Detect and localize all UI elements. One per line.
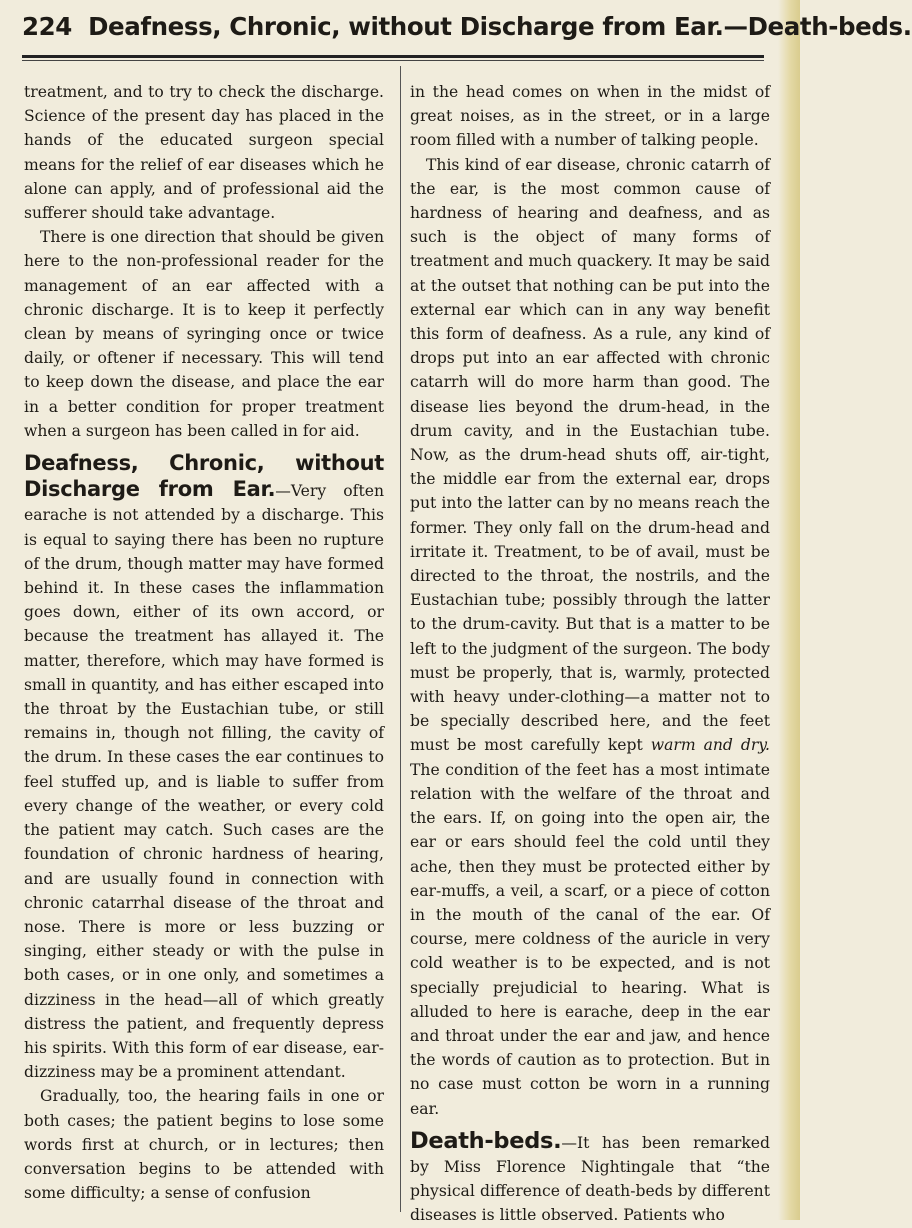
section-paragraph bbox=[24, 451, 384, 1084]
section-heading-deafness: Deafness, Chronic, without Discharge from Ear. bbox=[24, 451, 384, 502]
column-divider bbox=[400, 66, 401, 1212]
paragraph-text: —It has been remarked by Miss Florence Nightingale that “the physical difference of death-beds by different diseases is little observed. Patients who bbox=[410, 1133, 770, 1225]
paragraph: There is one direction that should be given here to the non-professional reader for the management of an ear affected with a chronic discharge. It is to keep it perfectly clean by means of syringing once or twice daily, or oftener if necessary. This will tend to keep down the disease, and place the ear in a better condition for proper treatment when a surgeon has been called in for aid. bbox=[24, 228, 384, 440]
paragraph: Gradually, too, the hearing fails in one or both cases; the patient begins to lose some words first at church, or in lectures; then conversation begins to be attended with some difficulty; a sense of confusion bbox=[24, 1087, 384, 1203]
paragraph-text: This kind of ear disease, chronic catarrh of the ear, is the most common cause of hardness of hearing and deafness, and as such is the object of many forms of treatment and much quackery. It may be said at the outset that nothing can be put into the external ear which can in any way benefit this form of deafness. As a rule, any kind of drops put into an ear affected with chronic catarrh will do more harm than good. The disease lies beyond the drum-head, in the drum cavity, and in the Eustachian tube. Now, as the drum-head shuts off, air-tight, the middle ear from the external ear, drops put into the latter can by no means reach the former. They only fall on the drum-head and irritate it. Treatment, to be of avail, must be directed to the throat, the nostrils, and the Eustachian tube; possibly through the latter to the drum-cavity. But that is a matter to be left to the judgment of the surgeon. The body must be properly, that is, warmly, protected with heavy under-clothing—a matter not to be specially described here, and the feet must be most carefully kept bbox=[410, 155, 770, 755]
header-rule bbox=[22, 55, 764, 61]
running-title: Deafness, Chronic, without Discharge from Ear.—Death-beds. bbox=[88, 12, 912, 41]
page-edge bbox=[778, 0, 800, 1220]
right-column bbox=[410, 80, 770, 1228]
paragraph bbox=[410, 153, 770, 1121]
paragraph-text: —Very often earache is not attended by a discharge. This is equal to saying there has been no rupture of the drum, though matter may have formed behind it. In these cases the inflammation goes down, either of its own accord, or because the treatment has allayed it. The matter, therefore, which may have formed is small in quantity, and has either escaped into the throat by the Eustachian tube, or still remains in, though not filling, the cavity of the drum. In these cases the ear continues to feel stuffed up, and is liable to suffer from every change of the weather, or every cold the patient may catch. Such cases are the foundation of chronic hardness of hearing, and are usually found in connection with chronic catarrhal disease of the throat and nose. There is more or less buzzing or singing, either steady or with the pulse in both cases, or in one only, and sometimes a dizziness in the head—all of which greatly distress the patient, and frequently depress his spirits. With this form of ear disease, ear-dizziness may be a prominent attendant. bbox=[24, 482, 384, 1082]
paragraph: in the head comes on when in the midst of great noises, as in the street, or in a large room filled with a number of talking people. bbox=[410, 83, 770, 150]
paragraph-text: The condition of the feet has a most intimate relation with the welfare of the throat and the ears. If, on going into the open air, the ear or ears should feel the cold until they ache, then they must be protected either by ear-muffs, a veil, a scarf, or a piece of cotton in the mouth of the canal of the ear. Of course, mere coldness of the auricle in very cold weather is to be expected, and is not specially prejudicial to hearing. What is alluded to here is earache, deep in the ear and throat under the ear and jaw, and hence the words of caution as to protection. But in no case must cotton be worn in a running ear. bbox=[410, 760, 770, 1118]
left-column bbox=[24, 80, 384, 1205]
section-paragraph bbox=[410, 1129, 770, 1228]
italic-text: warm and dry. bbox=[650, 736, 770, 755]
section-heading-death-beds: Death-beds. bbox=[410, 1127, 562, 1154]
running-header bbox=[22, 12, 912, 41]
page-number: 224 bbox=[22, 12, 72, 41]
paragraph: treatment, and to try to check the discharge. Science of the present day has placed in the hands of the educated surgeon special means for the relief of ear diseases which he alone can apply, and of professional aid the sufferer should take advantage. bbox=[24, 83, 384, 223]
